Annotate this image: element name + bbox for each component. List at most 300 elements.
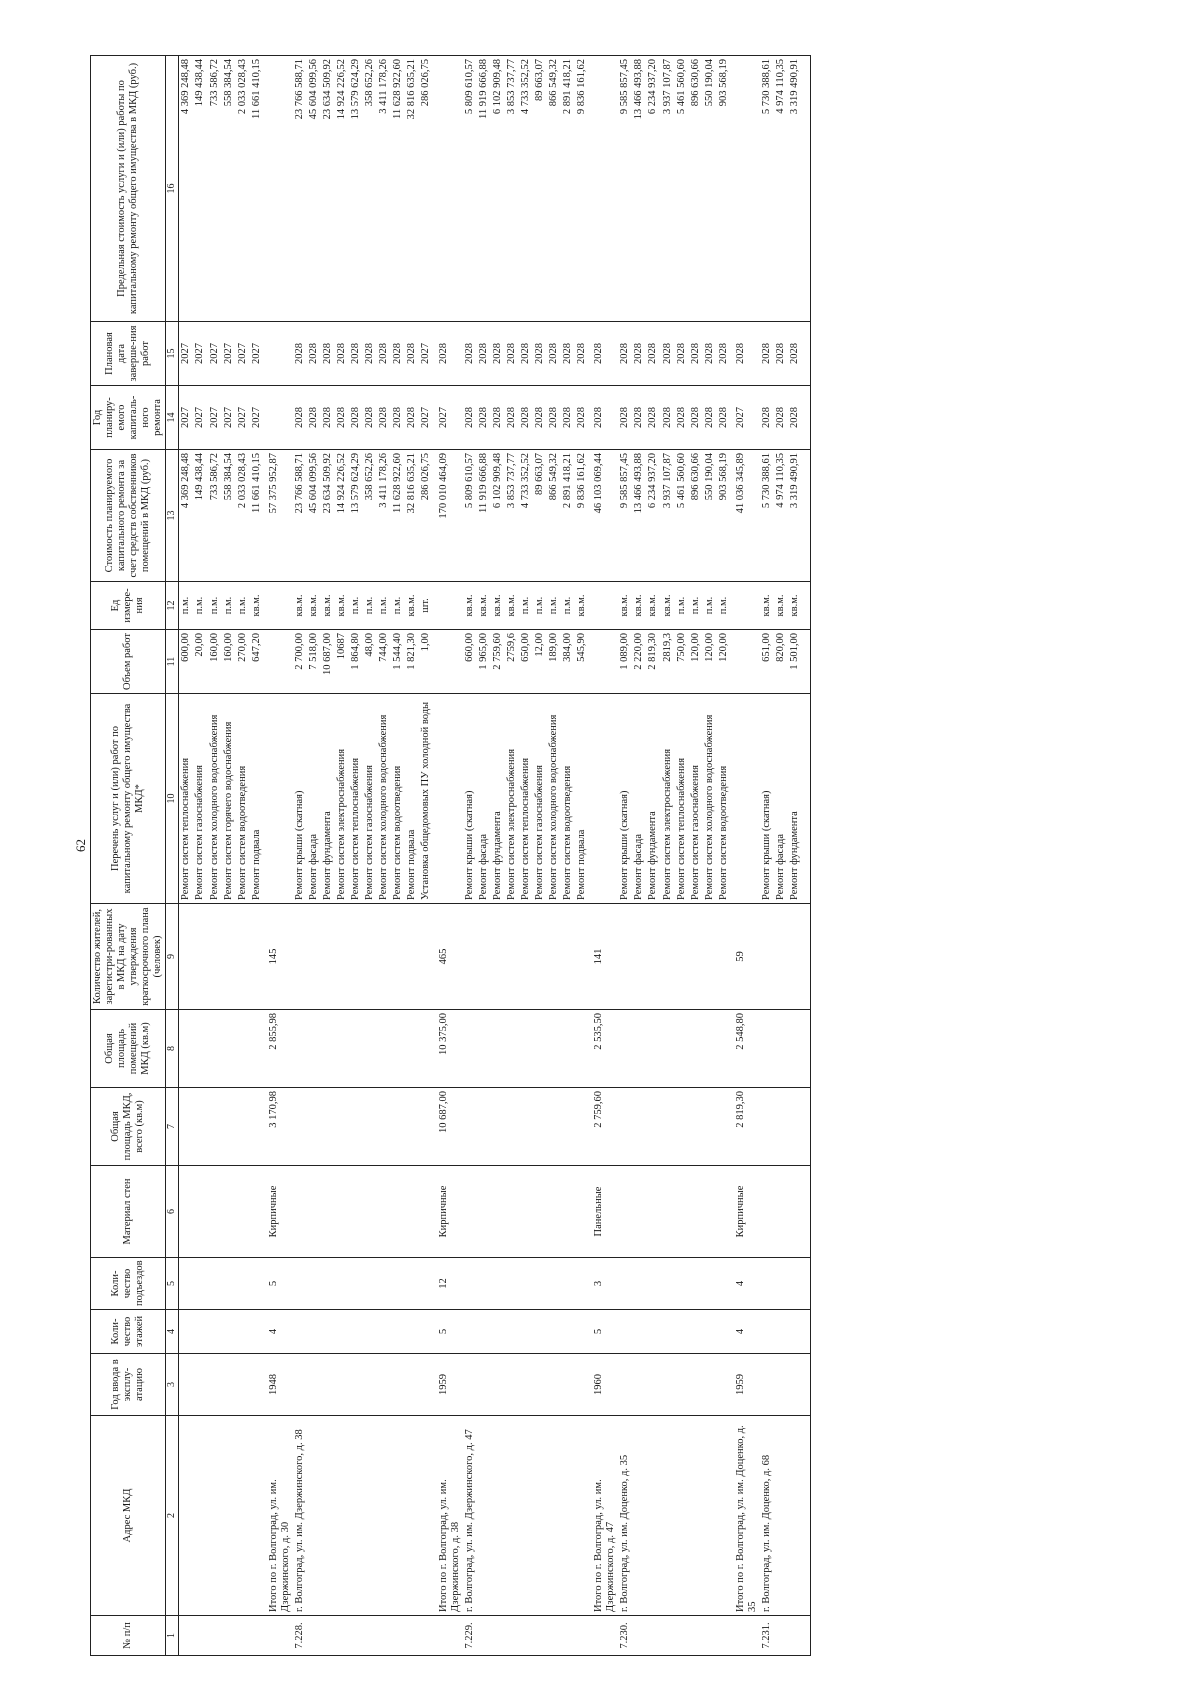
work-cell: Ремонт крыши (скатная) bbox=[293, 694, 307, 904]
cost-cell: 13 466 493,88 bbox=[632, 450, 646, 582]
work-cell: Ремонт подвала bbox=[575, 694, 589, 904]
empty-cell bbox=[419, 1354, 433, 1416]
empty-cell bbox=[208, 904, 222, 1010]
empty-cell bbox=[618, 1010, 632, 1088]
empty-cell bbox=[349, 1310, 363, 1354]
empty-cell bbox=[802, 1616, 811, 1656]
column-number: 4 bbox=[166, 1310, 179, 1354]
table-row bbox=[477, 56, 491, 1656]
unit-cell: кв.м. bbox=[760, 582, 774, 630]
empty-cell bbox=[405, 904, 419, 1010]
volume-cell: 20,00 bbox=[193, 630, 207, 694]
volume-cell: 270,00 bbox=[236, 630, 250, 694]
table-row bbox=[675, 56, 689, 1656]
limit-cell: 32 816 635,21 bbox=[405, 56, 419, 322]
limit-cell: 6 234 937,20 bbox=[646, 56, 660, 322]
empty-cell bbox=[519, 1166, 533, 1258]
empty-cell bbox=[689, 904, 703, 1010]
empty-cell bbox=[349, 1258, 363, 1310]
empty-cell bbox=[547, 1354, 561, 1416]
address-cell bbox=[405, 1416, 419, 1616]
empty-cell bbox=[533, 1088, 547, 1166]
column-number: 15 bbox=[166, 322, 179, 386]
empty-cell bbox=[321, 1166, 335, 1258]
unit-cell: кв.м. bbox=[491, 582, 505, 630]
empty-cell bbox=[505, 1258, 519, 1310]
empty-cell bbox=[250, 1088, 264, 1166]
table-row bbox=[419, 56, 433, 1656]
table-row bbox=[788, 56, 802, 1656]
empty-cell bbox=[533, 1310, 547, 1354]
cost-cell: 3 319 490,91 bbox=[788, 450, 802, 582]
empty-cell bbox=[703, 1310, 717, 1354]
empty-cell bbox=[802, 450, 811, 582]
empty-cell bbox=[632, 1166, 646, 1258]
volume-cell: 2 819,30 bbox=[646, 630, 660, 694]
empty-cell bbox=[788, 1310, 802, 1354]
empty-cell bbox=[477, 1088, 491, 1166]
work-cell: Ремонт фасада bbox=[307, 694, 321, 904]
work-cell: Ремонт систем газоснабжения bbox=[533, 694, 547, 904]
year-cell: 2028 bbox=[717, 386, 731, 450]
floors-cell: 5 bbox=[434, 1310, 463, 1354]
work-cell: Ремонт систем электроснабжения bbox=[661, 694, 675, 904]
cost-cell: 6 234 937,20 bbox=[646, 450, 660, 582]
column-number: 3 bbox=[166, 1354, 179, 1416]
date-cell: 2028 bbox=[434, 322, 463, 386]
empty-cell bbox=[802, 1166, 811, 1258]
empty-cell bbox=[731, 694, 760, 904]
empty-cell bbox=[463, 1010, 477, 1088]
unit-cell: п.м. bbox=[391, 582, 405, 630]
col-header: Количество жителей, зарегистри-рованных в МКД на дату утверждения краткосрочного плана (человек) bbox=[91, 904, 166, 1010]
total-label: Итого по г. Волгоград, ул. им. Доценко, д. 35 bbox=[731, 1416, 760, 1616]
empty-cell bbox=[434, 582, 463, 630]
cost-cell: 13 579 624,29 bbox=[349, 450, 363, 582]
limit-cell: 286 026,75 bbox=[419, 56, 433, 322]
row-number bbox=[632, 1616, 646, 1656]
unit-cell: п.м. bbox=[717, 582, 731, 630]
empty-cell bbox=[391, 1258, 405, 1310]
unit-cell: п.м. bbox=[222, 582, 236, 630]
table-row bbox=[774, 56, 788, 1656]
empty-cell bbox=[250, 1010, 264, 1088]
address-cell bbox=[689, 1416, 703, 1616]
area-rooms-cell: 2 535,50 bbox=[589, 1010, 618, 1088]
empty-cell bbox=[731, 1616, 760, 1656]
empty-cell bbox=[618, 904, 632, 1010]
volume-cell: 48,00 bbox=[363, 630, 377, 694]
date-cell: 2028 bbox=[321, 322, 335, 386]
empty-cell bbox=[222, 1166, 236, 1258]
work-cell: Ремонт фундамента bbox=[491, 694, 505, 904]
limit-cell: 11 628 922,60 bbox=[391, 56, 405, 322]
limit-cell: 14 924 226,52 bbox=[335, 56, 349, 322]
area-rooms-cell: 2 548,80 bbox=[731, 1010, 760, 1088]
table-row bbox=[179, 56, 194, 1656]
year-cell: 2027 bbox=[222, 386, 236, 450]
empty-cell bbox=[477, 1354, 491, 1416]
limit-cell: 3 937 107,87 bbox=[661, 56, 675, 322]
date-cell: 2028 bbox=[717, 322, 731, 386]
empty-cell bbox=[463, 1088, 477, 1166]
row-number bbox=[208, 1616, 222, 1656]
empty-cell bbox=[477, 1010, 491, 1088]
empty-cell bbox=[349, 1166, 363, 1258]
empty-cell bbox=[632, 1010, 646, 1088]
table-row bbox=[661, 56, 675, 1656]
empty-cell bbox=[463, 1354, 477, 1416]
column-number: 6 bbox=[166, 1166, 179, 1258]
date-cell: 2028 bbox=[505, 322, 519, 386]
column-number: 5 bbox=[166, 1258, 179, 1310]
table-row bbox=[391, 56, 405, 1656]
year-cell: 2028 bbox=[533, 386, 547, 450]
empty-cell bbox=[179, 904, 194, 1010]
empty-cell bbox=[731, 630, 760, 694]
limit-cell: 3 319 490,91 bbox=[788, 56, 802, 322]
empty-cell bbox=[547, 1010, 561, 1088]
entrances-cell: 3 bbox=[589, 1258, 618, 1310]
row-number bbox=[661, 1616, 675, 1656]
address-cell bbox=[250, 1416, 264, 1616]
empty-cell bbox=[293, 1354, 307, 1416]
total-row bbox=[731, 56, 760, 1656]
row-number bbox=[222, 1616, 236, 1656]
unit-cell: п.м. bbox=[519, 582, 533, 630]
table-row bbox=[618, 56, 632, 1656]
date-cell: 2028 bbox=[731, 322, 760, 386]
empty-cell bbox=[561, 1354, 575, 1416]
address-cell bbox=[717, 1416, 731, 1616]
row-number bbox=[689, 1616, 703, 1656]
empty-cell bbox=[575, 1258, 589, 1310]
built-cell: 1948 bbox=[264, 1354, 293, 1416]
empty-cell bbox=[589, 630, 618, 694]
empty-cell bbox=[618, 1310, 632, 1354]
column-number: 10 bbox=[166, 694, 179, 904]
empty-cell bbox=[802, 1010, 811, 1088]
area-rooms-cell: 2 855,98 bbox=[264, 1010, 293, 1088]
row-number bbox=[519, 1616, 533, 1656]
col-header: Год ввода в эксплу-атацию bbox=[91, 1354, 166, 1416]
empty-cell bbox=[519, 1010, 533, 1088]
empty-cell bbox=[505, 1010, 519, 1088]
row-number: 7.230. bbox=[618, 1616, 632, 1656]
empty-cell bbox=[547, 1258, 561, 1310]
address-cell bbox=[349, 1416, 363, 1616]
empty-cell bbox=[491, 1088, 505, 1166]
built-cell: 1959 bbox=[434, 1354, 463, 1416]
row-number: 7.231. bbox=[760, 1616, 774, 1656]
empty-cell bbox=[618, 1088, 632, 1166]
year-cell: 2028 bbox=[788, 386, 802, 450]
row-number: 7.228. bbox=[293, 1616, 307, 1656]
limit-cell: 896 630,66 bbox=[689, 56, 703, 322]
total-cost-cell: 46 103 069,44 bbox=[589, 450, 618, 582]
volume-cell: 189,00 bbox=[547, 630, 561, 694]
cost-cell: 6 102 909,48 bbox=[491, 450, 505, 582]
empty-cell bbox=[774, 1010, 788, 1088]
empty-cell bbox=[193, 1310, 207, 1354]
empty-cell bbox=[760, 1354, 774, 1416]
total-label: Итого по г. Волгоград, ул. им. Дзержинского, д. 30 bbox=[264, 1416, 293, 1616]
row-number bbox=[491, 1616, 505, 1656]
limit-cell: 149 438,44 bbox=[193, 56, 207, 322]
empty-cell bbox=[222, 904, 236, 1010]
empty-cell bbox=[293, 1010, 307, 1088]
unit-cell: п.м. bbox=[689, 582, 703, 630]
empty-cell bbox=[491, 1166, 505, 1258]
residents-cell: 145 bbox=[264, 904, 293, 1010]
empty-cell bbox=[618, 1166, 632, 1258]
empty-cell bbox=[675, 1354, 689, 1416]
address-cell bbox=[321, 1416, 335, 1616]
unit-cell: кв.м. bbox=[618, 582, 632, 630]
row-number bbox=[307, 1616, 321, 1656]
date-cell: 2027 bbox=[208, 322, 222, 386]
empty-cell bbox=[760, 1310, 774, 1354]
work-cell: Ремонт подвала bbox=[250, 694, 264, 904]
date-cell: 2028 bbox=[589, 322, 618, 386]
row-number bbox=[788, 1616, 802, 1656]
date-cell: 2028 bbox=[477, 322, 491, 386]
year-cell: 2028 bbox=[519, 386, 533, 450]
volume-cell: 2 700,00 bbox=[293, 630, 307, 694]
empty-cell bbox=[802, 1354, 811, 1416]
table-row bbox=[760, 56, 774, 1656]
empty-cell bbox=[547, 1166, 561, 1258]
cost-cell: 32 816 635,21 bbox=[405, 450, 419, 582]
work-cell: Ремонт систем газоснабжения bbox=[193, 694, 207, 904]
address-cell bbox=[675, 1416, 689, 1616]
empty-cell bbox=[391, 1166, 405, 1258]
unit-cell: кв.м. bbox=[774, 582, 788, 630]
address-cell bbox=[377, 1416, 391, 1616]
empty-cell bbox=[646, 1354, 660, 1416]
empty-cell bbox=[802, 904, 811, 1010]
area-total-cell: 2 759,60 bbox=[589, 1088, 618, 1166]
volume-cell: 647,20 bbox=[250, 630, 264, 694]
row-number bbox=[717, 1616, 731, 1656]
empty-cell bbox=[363, 1088, 377, 1166]
cost-cell: 3 853 737,77 bbox=[505, 450, 519, 582]
table-row bbox=[321, 56, 335, 1656]
row-number bbox=[419, 1616, 433, 1656]
unit-cell: п.м. bbox=[179, 582, 194, 630]
year-cell: 2028 bbox=[774, 386, 788, 450]
table-row bbox=[717, 56, 731, 1656]
table-row bbox=[349, 56, 363, 1656]
date-cell: 2028 bbox=[519, 322, 533, 386]
empty-cell bbox=[434, 1616, 463, 1656]
empty-cell bbox=[731, 56, 760, 322]
empty-cell bbox=[788, 1088, 802, 1166]
cost-cell: 3 411 178,26 bbox=[377, 450, 391, 582]
empty-cell bbox=[802, 386, 811, 450]
empty-cell bbox=[689, 1258, 703, 1310]
empty-cell bbox=[377, 1010, 391, 1088]
empty-cell bbox=[689, 1088, 703, 1166]
empty-cell bbox=[193, 1088, 207, 1166]
volume-cell: 2819,3 bbox=[661, 630, 675, 694]
empty-cell bbox=[589, 56, 618, 322]
unit-cell: кв.м. bbox=[661, 582, 675, 630]
empty-cell bbox=[405, 1088, 419, 1166]
cost-cell: 5 809 610,57 bbox=[463, 450, 477, 582]
empty-cell bbox=[264, 694, 293, 904]
empty-cell bbox=[575, 1088, 589, 1166]
year-cell: 2027 bbox=[193, 386, 207, 450]
row-number bbox=[236, 1616, 250, 1656]
empty-cell bbox=[505, 1354, 519, 1416]
table-row bbox=[561, 56, 575, 1656]
volume-cell: 1 544,40 bbox=[391, 630, 405, 694]
empty-cell bbox=[802, 582, 811, 630]
year-cell: 2028 bbox=[307, 386, 321, 450]
empty-cell bbox=[661, 1166, 675, 1258]
address-cell bbox=[363, 1416, 377, 1616]
empty-cell bbox=[179, 1354, 194, 1416]
limit-cell: 9 585 857,45 bbox=[618, 56, 632, 322]
year-cell: 2027 bbox=[208, 386, 222, 450]
limit-cell: 45 604 099,56 bbox=[307, 56, 321, 322]
empty-cell bbox=[349, 904, 363, 1010]
table-row bbox=[222, 56, 236, 1656]
limit-cell: 13 579 624,29 bbox=[349, 56, 363, 322]
empty-cell bbox=[321, 1258, 335, 1310]
year-cell: 2028 bbox=[661, 386, 675, 450]
empty-cell bbox=[391, 904, 405, 1010]
column-number: 2 bbox=[166, 1416, 179, 1616]
empty-cell bbox=[236, 1258, 250, 1310]
limit-cell: 11 919 666,88 bbox=[477, 56, 491, 322]
area-rooms-cell: 10 375,00 bbox=[434, 1010, 463, 1088]
empty-cell bbox=[519, 1354, 533, 1416]
cost-cell: 550 190,04 bbox=[703, 450, 717, 582]
empty-cell bbox=[661, 1010, 675, 1088]
year-cell: 2028 bbox=[632, 386, 646, 450]
table-row bbox=[575, 56, 589, 1656]
unit-cell: кв.м. bbox=[405, 582, 419, 630]
empty-cell bbox=[321, 1088, 335, 1166]
date-cell: 2028 bbox=[363, 322, 377, 386]
col-header: Материал стен bbox=[91, 1166, 166, 1258]
col-header: Общая площадь помещений МКД (кв.м) bbox=[91, 1010, 166, 1088]
empty-cell bbox=[547, 1310, 561, 1354]
empty-cell bbox=[788, 1010, 802, 1088]
empty-cell bbox=[575, 1010, 589, 1088]
cost-cell: 9 585 857,45 bbox=[618, 450, 632, 582]
empty-cell bbox=[760, 1010, 774, 1088]
empty-cell bbox=[363, 1010, 377, 1088]
empty-cell bbox=[802, 1258, 811, 1310]
date-cell: 2028 bbox=[575, 322, 589, 386]
empty-cell bbox=[774, 1166, 788, 1258]
empty-cell bbox=[632, 1258, 646, 1310]
empty-cell bbox=[675, 1310, 689, 1354]
date-cell: 2027 bbox=[250, 322, 264, 386]
limit-cell: 89 663,07 bbox=[533, 56, 547, 322]
column-number: 11 bbox=[166, 630, 179, 694]
empty-cell bbox=[717, 1088, 731, 1166]
empty-cell bbox=[193, 904, 207, 1010]
col-header: Стоимость планируемого капитального ремонта за счет средств собственников помещений в МКД (руб.) bbox=[91, 450, 166, 582]
empty-cell bbox=[222, 1310, 236, 1354]
empty-cell bbox=[703, 1166, 717, 1258]
volume-cell: 1 864,80 bbox=[349, 630, 363, 694]
work-cell: Ремонт систем водоотведения bbox=[391, 694, 405, 904]
date-cell bbox=[264, 322, 293, 386]
cost-cell: 23 766 588,71 bbox=[293, 450, 307, 582]
unit-cell: п.м. bbox=[349, 582, 363, 630]
empty-cell bbox=[774, 1088, 788, 1166]
empty-cell bbox=[193, 1166, 207, 1258]
date-cell: 2028 bbox=[689, 322, 703, 386]
empty-cell bbox=[661, 1088, 675, 1166]
empty-cell bbox=[491, 1258, 505, 1310]
date-cell: 2028 bbox=[675, 322, 689, 386]
work-cell: Ремонт фасада bbox=[477, 694, 491, 904]
empty-cell bbox=[632, 904, 646, 1010]
date-cell: 2028 bbox=[377, 322, 391, 386]
volume-cell: 545,90 bbox=[575, 630, 589, 694]
work-cell: Ремонт крыши (скатная) bbox=[618, 694, 632, 904]
empty-cell bbox=[561, 1166, 575, 1258]
empty-cell bbox=[774, 1258, 788, 1310]
empty-cell bbox=[675, 904, 689, 1010]
table-row bbox=[519, 56, 533, 1656]
address-cell bbox=[307, 1416, 321, 1616]
empty-cell bbox=[788, 1354, 802, 1416]
unit-cell: кв.м. bbox=[307, 582, 321, 630]
year-cell bbox=[264, 386, 293, 450]
date-cell: 2028 bbox=[335, 322, 349, 386]
work-cell: Ремонт систем электроснабжения bbox=[335, 694, 349, 904]
walls-cell: Панельные bbox=[589, 1166, 618, 1258]
row-number bbox=[363, 1616, 377, 1656]
year-cell: 2028 bbox=[293, 386, 307, 450]
column-number: 9 bbox=[166, 904, 179, 1010]
row-number bbox=[335, 1616, 349, 1656]
empty-cell bbox=[618, 1258, 632, 1310]
empty-cell bbox=[463, 1166, 477, 1258]
table-bottom bbox=[802, 56, 811, 1656]
empty-cell bbox=[419, 1010, 433, 1088]
limit-cell: 2 891 418,21 bbox=[561, 56, 575, 322]
total-row bbox=[589, 56, 618, 1656]
total-row bbox=[434, 56, 463, 1656]
date-cell: 2028 bbox=[774, 322, 788, 386]
empty-cell bbox=[575, 1354, 589, 1416]
empty-cell bbox=[760, 1088, 774, 1166]
row-number bbox=[405, 1616, 419, 1656]
empty-cell bbox=[491, 1010, 505, 1088]
area-total-cell: 3 170,98 bbox=[264, 1088, 293, 1166]
table-row bbox=[377, 56, 391, 1656]
empty-cell bbox=[307, 1088, 321, 1166]
empty-cell bbox=[533, 1258, 547, 1310]
empty-cell bbox=[349, 1354, 363, 1416]
year-cell: 2028 bbox=[505, 386, 519, 450]
address-cell bbox=[491, 1416, 505, 1616]
empty-cell bbox=[788, 904, 802, 1010]
empty-cell bbox=[760, 904, 774, 1010]
limit-cell: 23 766 588,71 bbox=[293, 56, 307, 322]
year-cell: 2028 bbox=[349, 386, 363, 450]
year-cell: 2027 bbox=[236, 386, 250, 450]
empty-cell bbox=[335, 904, 349, 1010]
